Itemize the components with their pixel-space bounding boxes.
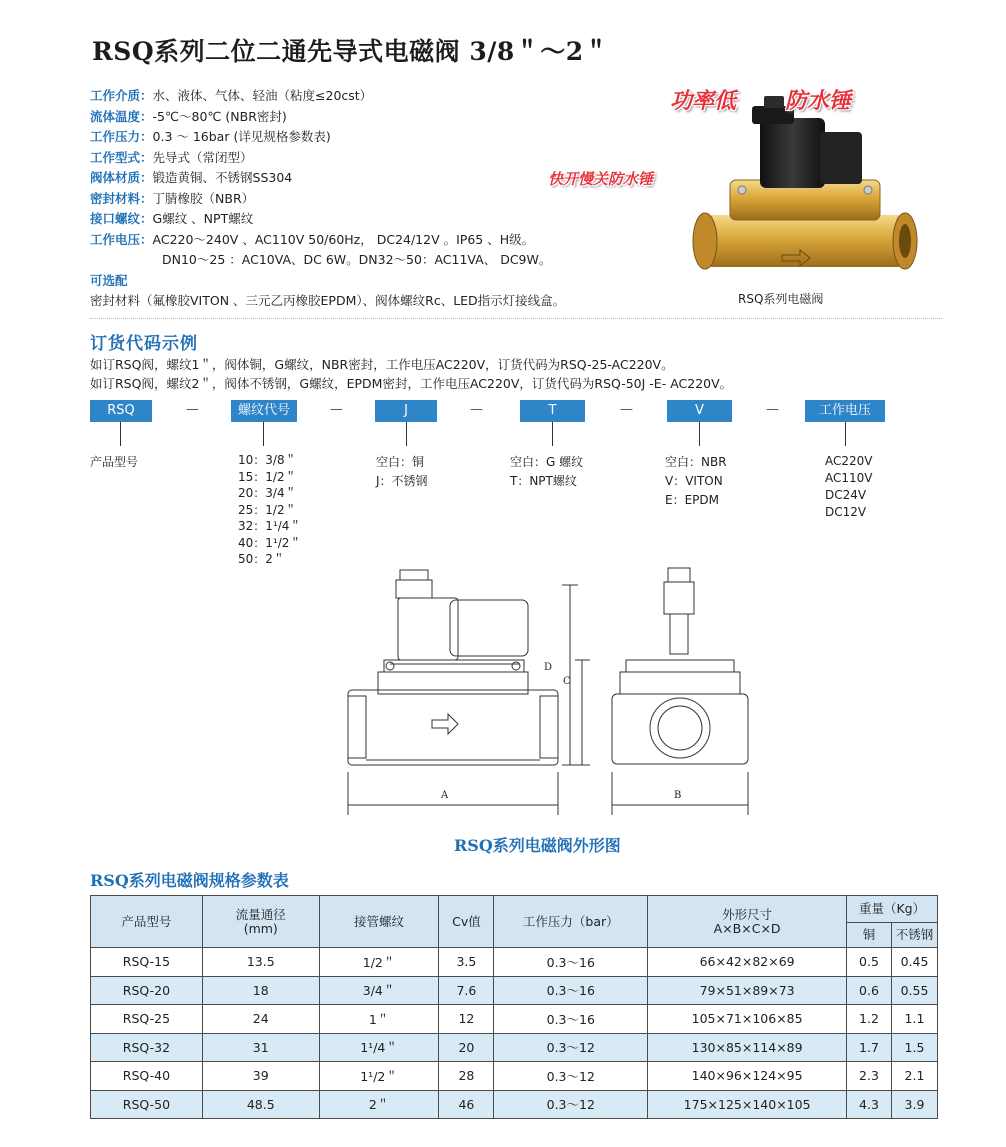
connector-line bbox=[845, 422, 846, 446]
voltage-list bbox=[825, 453, 873, 521]
seal-option: 空白：NBR bbox=[665, 455, 727, 469]
voltage-option: AC110V bbox=[825, 471, 873, 485]
cell-flow: 39 bbox=[202, 1062, 319, 1091]
badge-low-power: 功率低 bbox=[670, 89, 737, 114]
code-dash: — bbox=[470, 402, 483, 417]
cell-ss: 2.1 bbox=[891, 1062, 937, 1091]
cell-model: RSQ-40 bbox=[91, 1062, 203, 1091]
header-stainless: 不锈钢 bbox=[891, 923, 937, 948]
optional-text: 密封材料（氟橡胶VITON 、三元乙丙橡胶EPDM）、阀体螺纹Rc、LED指示灯接线盒。 bbox=[90, 293, 566, 308]
spec-row bbox=[90, 189, 650, 210]
thread-code: 20：3/4＂ bbox=[238, 486, 297, 500]
spec-label: 工作型式： bbox=[90, 149, 153, 165]
cell-cu: 1.2 bbox=[847, 1005, 892, 1034]
spec-value: -5℃～80℃ (NBR密封) bbox=[152, 108, 287, 124]
cell-flow: 48.5 bbox=[202, 1090, 319, 1119]
product-model-label: 产品型号 bbox=[90, 455, 139, 469]
header-thread: 接管螺纹 bbox=[319, 896, 439, 948]
spec-label: 阀体材质： bbox=[90, 170, 153, 185]
ordering-example-2: 如订RSQ阀，螺纹2＂，阀体不锈钢，G螺纹，EPDM密封，工作电压AC220V，订货代码为RSQ-50J -E- AC220V。 bbox=[90, 376, 733, 391]
header-model: 产品型号 bbox=[91, 896, 203, 948]
code-dash: — bbox=[620, 402, 633, 417]
cell-dims: 130×85×114×89 bbox=[648, 1033, 847, 1062]
cell-cv: 12 bbox=[439, 1005, 494, 1034]
side-view bbox=[612, 568, 748, 764]
ordering-example-1: 如订RSQ阀，螺纹1＂，阀体铜，G螺纹，NBR密封，工作电压AC220V，订货代码为RSQ-25-AC220V。 bbox=[90, 357, 674, 372]
valve-body bbox=[705, 215, 905, 267]
header-copper: 铜 bbox=[847, 923, 892, 948]
thread-code: 32：1¹/4＂ bbox=[238, 519, 302, 533]
coil bbox=[760, 118, 825, 188]
connector-line bbox=[120, 422, 121, 446]
thread-code: 15：1/2＂ bbox=[238, 469, 297, 484]
cell-cu: 0.5 bbox=[847, 948, 892, 977]
cell-cv: 20 bbox=[439, 1033, 494, 1062]
table-row bbox=[91, 1062, 938, 1091]
spec-table bbox=[90, 895, 938, 1119]
spec-label: 工作介质： bbox=[90, 88, 153, 103]
front-view bbox=[348, 570, 558, 765]
spec-voltage-continued: DN10～25 ：AC10VA、DC 6W。DN32～50：AC11VA、 DC9W。 bbox=[162, 252, 552, 267]
cell-thread: 1/2＂ bbox=[319, 948, 439, 977]
body-option: J：不锈钢 bbox=[376, 474, 428, 488]
spec-row bbox=[90, 209, 650, 230]
cell-cv: 7.6 bbox=[439, 976, 494, 1005]
connector-line bbox=[552, 422, 553, 446]
spec-value: AC220～240V 、AC110V 50/60Hz， DC24/12V 。IP65 、H级。 bbox=[152, 231, 535, 247]
cell-ss: 1.5 bbox=[891, 1033, 937, 1062]
cell-thread: 1¹/4＂ bbox=[319, 1033, 439, 1062]
code-dash: — bbox=[766, 402, 779, 417]
cell-model: RSQ-50 bbox=[91, 1090, 203, 1119]
spec-row bbox=[90, 86, 650, 107]
spec-label: 工作电压： bbox=[90, 231, 153, 247]
cell-dims: 105×71×106×85 bbox=[648, 1005, 847, 1034]
spec-row bbox=[90, 148, 650, 169]
cell-model: RSQ-25 bbox=[91, 1005, 203, 1034]
cell-flow: 24 bbox=[202, 1005, 319, 1034]
voltage-option: DC12V bbox=[825, 505, 867, 519]
table-row bbox=[91, 976, 938, 1005]
cell-cv: 28 bbox=[439, 1062, 494, 1091]
code-dash: — bbox=[330, 402, 343, 417]
connector-line bbox=[406, 422, 407, 446]
header-pressure: 工作压力（bar） bbox=[494, 896, 648, 948]
cell-cv: 46 bbox=[439, 1090, 494, 1119]
spec-label: 密封材料： bbox=[90, 190, 153, 206]
cell-pressure: 0.3～16 bbox=[494, 948, 648, 977]
header-dims-sub: A×B×C×D bbox=[713, 920, 781, 936]
table-row bbox=[91, 1090, 938, 1119]
header-dimensions bbox=[648, 896, 847, 948]
cell-cv: 3.5 bbox=[439, 948, 494, 977]
cell-flow: 31 bbox=[202, 1033, 319, 1062]
connector-line bbox=[699, 422, 700, 446]
code-box-thread: 螺纹代号 bbox=[231, 400, 297, 422]
cell-flow: 18 bbox=[202, 976, 319, 1005]
cell-flow: 13.5 bbox=[202, 948, 319, 977]
cell-dims: 175×125×140×105 bbox=[648, 1090, 847, 1119]
body-option-list bbox=[376, 453, 428, 491]
code-box-rsq: RSQ bbox=[90, 400, 152, 422]
diagram-caption: RSQ系列电磁阀外形图 bbox=[454, 836, 621, 855]
spec-label: 接口螺纹： bbox=[90, 211, 153, 226]
cell-pressure: 0.3～16 bbox=[494, 976, 648, 1005]
optional-heading: 可选配 bbox=[90, 272, 128, 288]
spec-label: 流体温度： bbox=[90, 108, 153, 124]
thread-type-option: T：NPT螺纹 bbox=[510, 474, 577, 488]
cell-pressure: 0.3～12 bbox=[494, 1062, 648, 1091]
table-row bbox=[91, 1033, 938, 1062]
cell-model: RSQ-15 bbox=[91, 948, 203, 977]
seal-option: V：VITON bbox=[665, 474, 723, 488]
thread-type-option: 空白：G 螺纹 bbox=[510, 455, 584, 469]
header-weight: 重量（Kg） bbox=[847, 896, 938, 923]
cell-ss: 1.1 bbox=[891, 1005, 937, 1034]
spec-value: 水、液体、气体、轻油（粘度≤20cst） bbox=[152, 88, 373, 103]
table-row bbox=[91, 948, 938, 977]
voltage-option: AC220V bbox=[825, 454, 873, 468]
header-dims-title: 外形尺寸 bbox=[722, 906, 773, 922]
code-box-body: J bbox=[375, 400, 437, 422]
body-option: 空白：铜 bbox=[376, 455, 425, 469]
thread-code: 10：3/8＂ bbox=[238, 453, 297, 467]
cell-dims: 140×96×124×95 bbox=[648, 1062, 847, 1091]
code-dash: — bbox=[186, 402, 199, 417]
code-box-voltage: 工作电压 bbox=[805, 400, 885, 422]
cell-ss: 0.45 bbox=[891, 948, 937, 977]
cell-model: RSQ-32 bbox=[91, 1033, 203, 1062]
thread-code: 50：2＂ bbox=[238, 552, 285, 566]
page-title: RSQ系列二位二通先导式电磁阀 3/8＂～2＂ bbox=[92, 37, 610, 66]
table-title: RSQ系列电磁阀规格参数表 bbox=[90, 871, 289, 890]
photo-caption: RSQ系列电磁阀 bbox=[738, 292, 824, 306]
spec-row bbox=[90, 230, 650, 251]
spec-value: 丁腈橡胶（NBR） bbox=[152, 190, 255, 206]
cell-dims: 79×51×89×73 bbox=[648, 976, 847, 1005]
dim-label-c: C bbox=[563, 676, 571, 687]
thread-type-option-list bbox=[510, 453, 583, 491]
seal-option-list bbox=[665, 453, 727, 510]
cell-model: RSQ-20 bbox=[91, 976, 203, 1005]
cell-ss: 0.55 bbox=[891, 976, 937, 1005]
outline-drawing bbox=[330, 560, 760, 820]
code-box-thread-type: T bbox=[520, 400, 585, 422]
code-box-seal: V bbox=[667, 400, 732, 422]
cell-cu: 1.7 bbox=[847, 1033, 892, 1062]
thread-code: 40：1¹/2＂ bbox=[238, 535, 302, 550]
badge-fast-open: 快开慢关防水锤 bbox=[548, 170, 654, 188]
cell-dims: 66×42×82×69 bbox=[648, 948, 847, 977]
cell-thread: 1＂ bbox=[319, 1005, 439, 1034]
thread-code: 25：1/2＂ bbox=[238, 502, 297, 517]
cell-thread: 1¹/2＂ bbox=[319, 1062, 439, 1091]
spec-value: 先导式（常闭型） bbox=[152, 149, 253, 165]
connector-line bbox=[263, 422, 264, 446]
cell-ss: 3.9 bbox=[891, 1090, 937, 1119]
dim-label-b: B bbox=[674, 790, 682, 801]
header-cv: Cv值 bbox=[439, 896, 494, 948]
cell-pressure: 0.3～16 bbox=[494, 1005, 648, 1034]
spec-label: 工作压力： bbox=[90, 129, 153, 144]
cell-pressure: 0.3～12 bbox=[494, 1090, 648, 1119]
thread-code-list bbox=[238, 452, 301, 568]
spec-value: 锻造黄铜、不锈钢SS304 bbox=[152, 170, 293, 185]
cell-thread: 3/4＂ bbox=[319, 976, 439, 1005]
section-divider bbox=[90, 318, 942, 319]
cell-thread: 2＂ bbox=[319, 1090, 439, 1119]
cell-cu: 2.3 bbox=[847, 1062, 892, 1091]
voltage-option: DC24V bbox=[825, 488, 867, 502]
seal-option: E：EPDM bbox=[665, 493, 719, 507]
badge-anti-hammer: 防水锤 bbox=[785, 89, 852, 114]
spec-value: G螺纹 、NPT螺纹 bbox=[152, 211, 254, 226]
cell-cu: 0.6 bbox=[847, 976, 892, 1005]
spec-row bbox=[90, 107, 650, 128]
dim-label-d: D bbox=[544, 662, 553, 673]
cell-pressure: 0.3～12 bbox=[494, 1033, 648, 1062]
spec-list bbox=[90, 86, 650, 312]
spec-row bbox=[90, 127, 650, 148]
cell-cu: 4.3 bbox=[847, 1090, 892, 1119]
ordering-title: 订货代码示例 bbox=[90, 334, 198, 354]
dim-label-a: A bbox=[441, 790, 449, 801]
table-row bbox=[91, 1005, 938, 1034]
spec-value: 0.3 ～ 16bar (详见规格参数表) bbox=[152, 129, 331, 144]
header-flow: 流量通径 (mm) bbox=[202, 896, 319, 948]
